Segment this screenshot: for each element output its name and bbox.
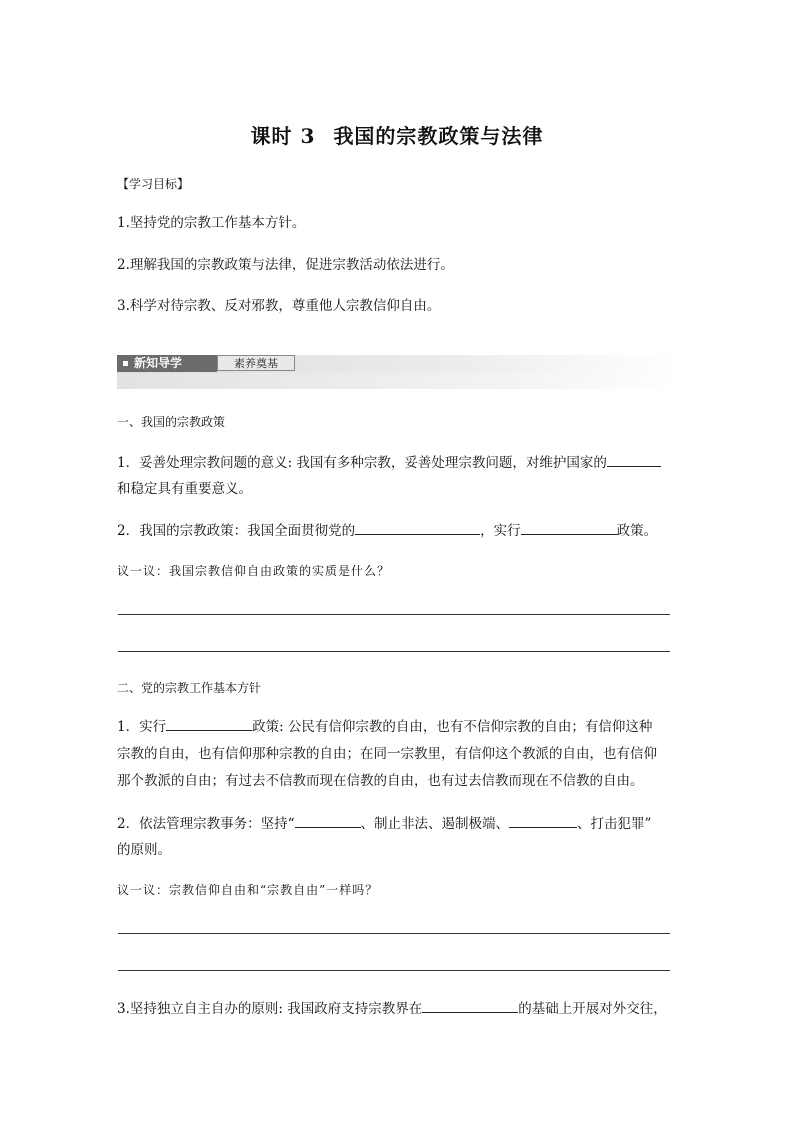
square-icon bbox=[123, 361, 128, 366]
question-item: 3.坚持独立自主自办的原则: 我国政府支持宗教界在 的基础上开展对外交往， bbox=[117, 998, 667, 1019]
objective-item: 3.科学对待宗教、反对邪教，尊重他人宗教信仰自由。 bbox=[117, 298, 441, 314]
lesson-number: 课时 3 bbox=[250, 124, 316, 148]
answer-blank[interactable] bbox=[355, 520, 480, 535]
page-title bbox=[0, 120, 794, 149]
answer-blank[interactable] bbox=[295, 813, 361, 828]
banner-tag: 新知导学 bbox=[117, 355, 217, 372]
lesson-name: 我国的宗教政策与法律 bbox=[333, 124, 544, 148]
discussion-prompt: 议一议：宗教信仰自由和“宗教自由”一样吗？ bbox=[117, 883, 379, 897]
section-heading: 一、我国的宗教政策 bbox=[117, 415, 226, 429]
question-item-cont: 那个教派的自由；有过去不信教而现在信教的自由，也有过去信教而现在不信教的自由。 bbox=[117, 773, 644, 789]
objective-item: 1.坚持党的宗教工作基本方针。 bbox=[117, 215, 306, 231]
discussion-prompt: 议一议：我国宗教信仰自由政策的实质是什么？ bbox=[117, 564, 391, 578]
section-banner bbox=[117, 355, 677, 389]
question-item: 2．我国的宗教政策：我国全面贯彻党的 ，实行 政策。 bbox=[117, 520, 657, 541]
banner-subtag: 素养奠基 bbox=[217, 355, 295, 371]
question-item: 2．依法管理宗教事务：坚持“ 、制止非法、遏制极端、 、打击犯罪” bbox=[117, 813, 651, 834]
question-item: 1．实行 政策: 公民有信仰宗教的自由，也有不信仰宗教的自由；有信仰这种 bbox=[117, 716, 652, 737]
question-item-cont: 的原则。 bbox=[117, 842, 171, 858]
answer-blank[interactable] bbox=[521, 520, 617, 535]
answer-blank[interactable] bbox=[166, 716, 252, 731]
objectives-heading: 【学习目标】 bbox=[117, 177, 190, 191]
answer-line[interactable] bbox=[118, 651, 670, 652]
answer-blank[interactable] bbox=[509, 813, 577, 828]
answer-blank[interactable] bbox=[422, 998, 518, 1013]
answer-line[interactable] bbox=[118, 614, 670, 615]
question-item: 1．妥善处理宗教问题的意义: 我国有多种宗教，妥善处理宗教问题，对维护国家的 bbox=[117, 452, 661, 473]
answer-line[interactable] bbox=[118, 970, 670, 971]
question-item-cont: 宗教的自由，也有信仰那种宗教的自由；在同一宗教里，有信仰这个教派的自由，也有信仰 bbox=[117, 746, 657, 762]
answer-line[interactable] bbox=[118, 933, 670, 934]
section-heading: 二、党的宗教工作基本方针 bbox=[117, 681, 262, 695]
answer-blank[interactable] bbox=[607, 452, 661, 467]
objective-item: 2.理解我国的宗教政策与法律，促进宗教活动依法进行。 bbox=[117, 257, 454, 273]
question-item-cont: 和稳定具有重要意义。 bbox=[117, 481, 252, 497]
